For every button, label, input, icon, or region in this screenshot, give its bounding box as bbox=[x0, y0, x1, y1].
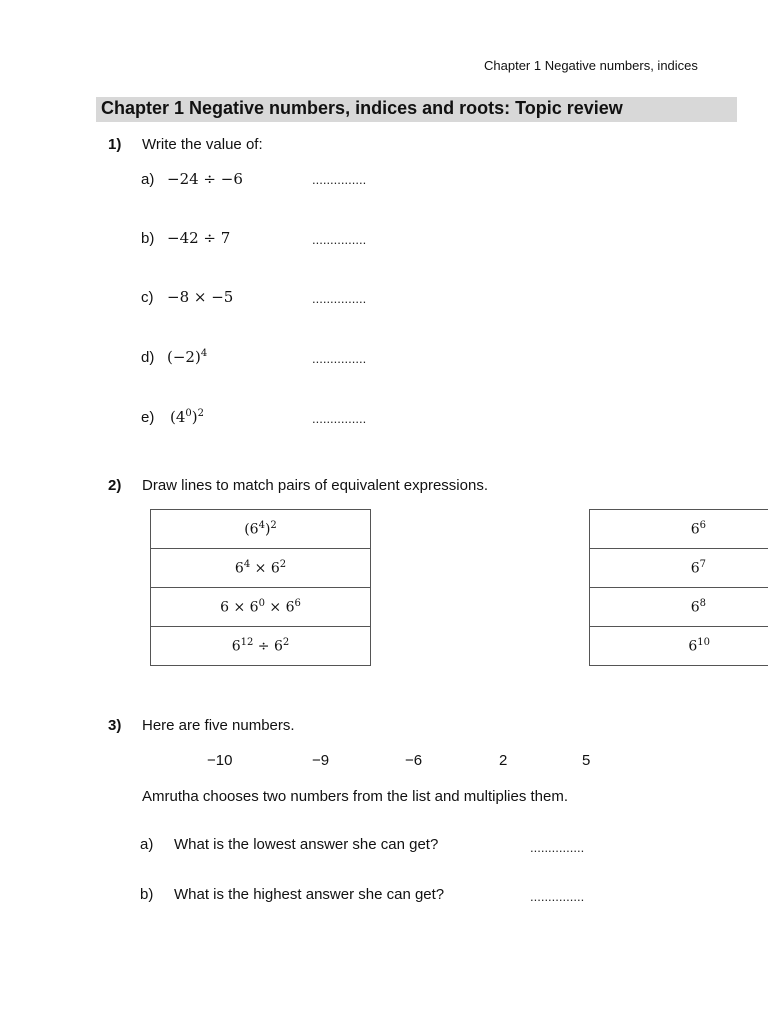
part-question: What is the highest answer she can get? bbox=[174, 886, 445, 903]
running-header: Chapter 1 Negative numbers, indices bbox=[484, 58, 698, 73]
answer-blank[interactable]: ............... bbox=[312, 172, 367, 187]
question-3-prompt: Here are five numbers. bbox=[142, 717, 295, 734]
right-expression-cell[interactable]: $6^6$ bbox=[590, 510, 768, 549]
expression: −8 × −5 bbox=[167, 288, 234, 306]
part-label: e) bbox=[141, 409, 155, 426]
right-expressions-table bbox=[589, 509, 768, 666]
list-number: 5 bbox=[582, 752, 591, 769]
part-label: d) bbox=[141, 349, 155, 366]
question-2-number: 2) bbox=[108, 477, 122, 494]
part-label: b) bbox=[141, 230, 155, 247]
question-1-number: 1) bbox=[108, 136, 122, 153]
list-number: 2 bbox=[499, 752, 508, 769]
part-label: a) bbox=[140, 836, 154, 853]
left-expression-cell[interactable]: $6^4 \times 6^2$ bbox=[151, 549, 371, 588]
answer-blank[interactable]: ............... bbox=[530, 840, 585, 855]
left-expression-cell[interactable]: $6^{12} \div 6^2$ bbox=[151, 627, 371, 666]
question-2-prompt: Draw lines to match pairs of equivalent expressions. bbox=[142, 477, 488, 494]
expression: $(-2)^4$ bbox=[167, 348, 208, 366]
part-label: a) bbox=[141, 171, 155, 188]
left-expression-cell[interactable]: $(6^4)^2$ bbox=[151, 510, 371, 549]
answer-blank[interactable]: ............... bbox=[312, 291, 367, 306]
part-label: c) bbox=[141, 289, 154, 306]
answer-blank[interactable]: ............... bbox=[312, 232, 367, 247]
left-expressions-table bbox=[150, 509, 371, 666]
part-label: b) bbox=[140, 886, 154, 903]
answer-blank[interactable]: ............... bbox=[312, 351, 367, 366]
list-number: −10 bbox=[207, 752, 233, 769]
question-3-number: 3) bbox=[108, 717, 122, 734]
right-expression-cell[interactable]: $6^{10}$ bbox=[590, 627, 768, 666]
answer-blank[interactable]: ............... bbox=[312, 411, 367, 426]
expression: −42 ÷ 7 bbox=[167, 229, 231, 247]
list-number: −9 bbox=[312, 752, 330, 769]
answer-blank[interactable]: ............... bbox=[530, 889, 585, 904]
expression: −24 ÷ −6 bbox=[167, 170, 243, 188]
left-expression-cell[interactable]: $6 \times 6^0 \times 6^6$ bbox=[151, 588, 371, 627]
right-expression-cell[interactable]: $6^8$ bbox=[590, 588, 768, 627]
question-1-prompt: Write the value of: bbox=[142, 136, 263, 153]
question-3-statement: Amrutha chooses two numbers from the list and multiplies them. bbox=[142, 788, 569, 805]
right-expression-cell[interactable]: $6^7$ bbox=[590, 549, 768, 588]
chapter-title: Chapter 1 Negative numbers, indices and roots: Topic review bbox=[101, 98, 623, 118]
part-question: What is the lowest answer she can get? bbox=[174, 836, 439, 853]
list-number: −6 bbox=[405, 752, 423, 769]
expression: $(4^0)^2$ bbox=[170, 408, 205, 426]
